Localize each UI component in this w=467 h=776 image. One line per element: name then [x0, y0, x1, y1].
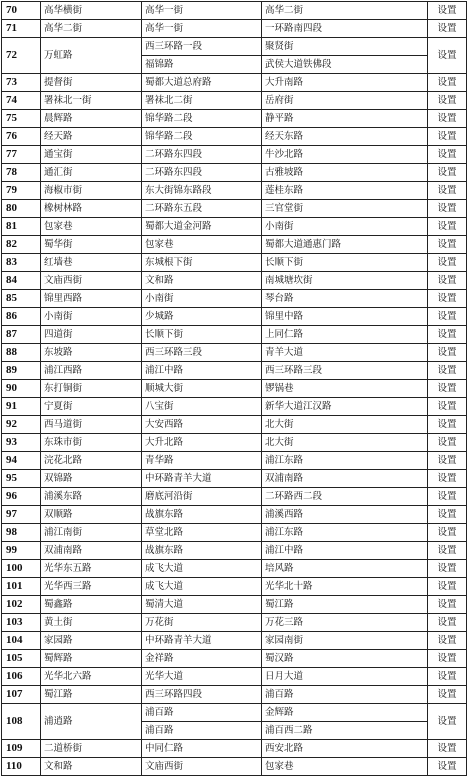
segment-end-cell: 南城塘坎街 [262, 272, 428, 290]
segment-end-cell: 聚贤街 [262, 38, 428, 56]
action-cell: 设置 [428, 344, 467, 362]
segment-start-cell: 锦华路二段 [142, 128, 262, 146]
table-row [2, 650, 467, 668]
table-row [2, 2, 467, 20]
row-number: 96 [2, 488, 41, 506]
table-row [2, 110, 467, 128]
action-cell: 设置 [428, 416, 467, 434]
row-number: 84 [2, 272, 41, 290]
table-row [2, 524, 467, 542]
street-name-cell: 橡树林路 [41, 200, 142, 218]
segment-end-cell: 岳府街 [262, 92, 428, 110]
street-name-cell: 蜀辉路 [41, 650, 142, 668]
segment-start-cell: 草堂北路 [142, 524, 262, 542]
segment-end-cell: 光华北十路 [262, 578, 428, 596]
action-cell: 设置 [428, 164, 467, 182]
action-cell: 设置 [428, 254, 467, 272]
street-name-cell: 二道桥街 [41, 740, 142, 758]
segment-end-cell: 浦江中路 [262, 542, 428, 560]
table-row [2, 740, 467, 758]
action-cell: 设置 [428, 740, 467, 758]
row-number: 91 [2, 398, 41, 416]
segment-end-cell: 北大街 [262, 434, 428, 452]
row-number: 76 [2, 128, 41, 146]
row-number: 85 [2, 290, 41, 308]
street-name-cell: 提督街 [41, 74, 142, 92]
segment-end-cell: 金辉路 [262, 704, 428, 722]
street-name-cell: 红墙巷 [41, 254, 142, 272]
segment-end-cell: 蜀汉路 [262, 650, 428, 668]
street-name-cell: 四道街 [41, 326, 142, 344]
segment-end-cell: 双浦南路 [262, 470, 428, 488]
segment-start-cell: 高华一街 [142, 2, 262, 20]
segment-start-cell: 蜀都大道金河路 [142, 218, 262, 236]
segment-start-cell: 文和路 [142, 272, 262, 290]
segment-end-cell: 浦江东路 [262, 452, 428, 470]
segment-start-cell: 大升北路 [142, 434, 262, 452]
action-cell: 设置 [428, 578, 467, 596]
street-table [1, 1, 467, 776]
action-cell: 设置 [428, 92, 467, 110]
row-number: 107 [2, 686, 41, 704]
segment-end-cell: 浦百西二路 [262, 722, 428, 740]
segment-end-cell: 琴台路 [262, 290, 428, 308]
row-number: 81 [2, 218, 41, 236]
segment-start-cell: 锦华路二段 [142, 110, 262, 128]
street-table-body [2, 2, 467, 776]
street-name-cell: 光华西三路 [41, 578, 142, 596]
row-number: 73 [2, 74, 41, 92]
street-name-cell: 锦里西路 [41, 290, 142, 308]
table-row [2, 326, 467, 344]
action-cell: 设置 [428, 380, 467, 398]
row-number: 99 [2, 542, 41, 560]
table-row [2, 254, 467, 272]
segment-end-cell: 北大街 [262, 416, 428, 434]
row-number: 88 [2, 344, 41, 362]
table-row [2, 20, 467, 38]
street-name-cell: 万虹路 [41, 38, 142, 74]
table-row [2, 128, 467, 146]
row-number: 82 [2, 236, 41, 254]
street-name-cell: 浦江西路 [41, 362, 142, 380]
action-cell: 设置 [428, 128, 467, 146]
action-cell: 设置 [428, 434, 467, 452]
row-number: 77 [2, 146, 41, 164]
street-name-cell: 光华东五路 [41, 560, 142, 578]
segment-end-cell: 蜀江路 [262, 596, 428, 614]
street-name-cell: 浦溪东路 [41, 488, 142, 506]
segment-end-cell: 万花三路 [262, 614, 428, 632]
street-name-cell: 双锦路 [41, 470, 142, 488]
table-row [2, 38, 467, 56]
table-row [2, 470, 467, 488]
segment-start-cell: 浦百路 [142, 704, 262, 722]
row-number: 110 [2, 758, 41, 776]
table-row [2, 632, 467, 650]
segment-start-cell: 光华大道 [142, 668, 262, 686]
segment-start-cell: 成飞大道 [142, 578, 262, 596]
row-number: 78 [2, 164, 41, 182]
street-name-cell: 黄土街 [41, 614, 142, 632]
street-name-cell: 西马道街 [41, 416, 142, 434]
segment-start-cell: 西三环路三段 [142, 344, 262, 362]
action-cell: 设置 [428, 272, 467, 290]
action-cell: 设置 [428, 146, 467, 164]
segment-start-cell: 包家巷 [142, 236, 262, 254]
action-cell: 设置 [428, 560, 467, 578]
table-row [2, 560, 467, 578]
row-number: 83 [2, 254, 41, 272]
row-number: 109 [2, 740, 41, 758]
segment-end-cell: 包家巷 [262, 758, 428, 776]
table-row [2, 452, 467, 470]
row-number: 100 [2, 560, 41, 578]
street-name-cell: 浦逍路 [41, 704, 142, 740]
action-cell: 设置 [428, 488, 467, 506]
row-number: 87 [2, 326, 41, 344]
row-number: 93 [2, 434, 41, 452]
segment-end-cell: 二环路西二段 [262, 488, 428, 506]
row-number: 97 [2, 506, 41, 524]
action-cell: 设置 [428, 668, 467, 686]
segment-start-cell: 东大街锦东路段 [142, 182, 262, 200]
row-number: 72 [2, 38, 41, 74]
segment-end-cell: 家园南街 [262, 632, 428, 650]
table-row [2, 488, 467, 506]
table-row [2, 614, 467, 632]
segment-end-cell: 上同仁路 [262, 326, 428, 344]
segment-start-cell: 二环路东四段 [142, 164, 262, 182]
segment-end-cell: 浦溪西路 [262, 506, 428, 524]
street-name-cell: 宁夏街 [41, 398, 142, 416]
row-number: 79 [2, 182, 41, 200]
street-name-cell: 双浦南路 [41, 542, 142, 560]
segment-end-cell: 培风路 [262, 560, 428, 578]
row-number: 89 [2, 362, 41, 380]
table-row [2, 218, 467, 236]
segment-end-cell: 高华二街 [262, 2, 428, 20]
segment-end-cell: 西安北路 [262, 740, 428, 758]
segment-start-cell: 蜀都大道总府路 [142, 74, 262, 92]
street-name-cell: 高华二街 [41, 20, 142, 38]
action-cell: 设置 [428, 650, 467, 668]
action-cell: 设置 [428, 470, 467, 488]
row-number: 106 [2, 668, 41, 686]
table-row [2, 92, 467, 110]
table-row [2, 686, 467, 704]
action-cell: 设置 [428, 200, 467, 218]
street-name-cell: 经天路 [41, 128, 142, 146]
action-cell: 设置 [428, 758, 467, 776]
segment-end-cell: 莲桂东路 [262, 182, 428, 200]
segment-start-cell: 西三环路四段 [142, 686, 262, 704]
table-row [2, 506, 467, 524]
street-name-cell: 东打铜街 [41, 380, 142, 398]
segment-start-cell: 署袜北二街 [142, 92, 262, 110]
street-name-cell: 文和路 [41, 758, 142, 776]
segment-end-cell: 青羊大道 [262, 344, 428, 362]
table-row [2, 596, 467, 614]
segment-end-cell: 古雅坡路 [262, 164, 428, 182]
street-name-cell: 双顺路 [41, 506, 142, 524]
segment-start-cell: 蜀清大道 [142, 596, 262, 614]
segment-end-cell: 日月大道 [262, 668, 428, 686]
segment-end-cell: 蜀都大道通惠门路 [262, 236, 428, 254]
street-name-cell: 通宝街 [41, 146, 142, 164]
segment-start-cell: 中环路青羊大道 [142, 470, 262, 488]
segment-end-cell: 大升南路 [262, 74, 428, 92]
segment-end-cell: 牛沙北路 [262, 146, 428, 164]
row-number: 71 [2, 20, 41, 38]
segment-start-cell: 浦百路 [142, 722, 262, 740]
street-name-cell: 浦江南街 [41, 524, 142, 542]
street-name-cell: 蜀华街 [41, 236, 142, 254]
table-row [2, 578, 467, 596]
action-cell: 设置 [428, 308, 467, 326]
street-name-cell: 蜀鑫路 [41, 596, 142, 614]
street-name-cell: 包家巷 [41, 218, 142, 236]
table-row [2, 416, 467, 434]
segment-end-cell: 静平路 [262, 110, 428, 128]
table-row [2, 308, 467, 326]
segment-end-cell: 锣锅巷 [262, 380, 428, 398]
action-cell: 设置 [428, 686, 467, 704]
street-name-cell: 蜀江路 [41, 686, 142, 704]
row-number: 74 [2, 92, 41, 110]
table-row [2, 380, 467, 398]
segment-end-cell: 锦里中路 [262, 308, 428, 326]
segment-start-cell: 大安西路 [142, 416, 262, 434]
street-name-cell: 小南街 [41, 308, 142, 326]
action-cell: 设置 [428, 236, 467, 254]
street-name-cell: 光华北六路 [41, 668, 142, 686]
segment-start-cell: 西三环路一段 [142, 38, 262, 56]
table-row [2, 758, 467, 776]
street-name-cell: 家园路 [41, 632, 142, 650]
action-cell: 设置 [428, 524, 467, 542]
segment-start-cell: 二环路东四段 [142, 146, 262, 164]
row-number: 95 [2, 470, 41, 488]
segment-end-cell: 一环路南四段 [262, 20, 428, 38]
segment-start-cell: 战旗东路 [142, 542, 262, 560]
table-row [2, 182, 467, 200]
table-row [2, 704, 467, 722]
street-name-cell: 署袜北一街 [41, 92, 142, 110]
row-number: 92 [2, 416, 41, 434]
street-name-cell: 浣花北路 [41, 452, 142, 470]
segment-start-cell: 成飞大道 [142, 560, 262, 578]
row-number: 103 [2, 614, 41, 632]
table-row [2, 434, 467, 452]
row-number: 98 [2, 524, 41, 542]
action-cell: 设置 [428, 290, 467, 308]
action-cell: 设置 [428, 182, 467, 200]
row-number: 90 [2, 380, 41, 398]
action-cell: 设置 [428, 596, 467, 614]
segment-start-cell: 青华路 [142, 452, 262, 470]
segment-start-cell: 长顺下街 [142, 326, 262, 344]
segment-start-cell: 战旗东路 [142, 506, 262, 524]
row-number: 70 [2, 2, 41, 20]
row-number: 80 [2, 200, 41, 218]
table-row [2, 200, 467, 218]
segment-end-cell: 浦江东路 [262, 524, 428, 542]
action-cell: 设置 [428, 2, 467, 20]
street-name-cell: 海椒市街 [41, 182, 142, 200]
action-cell: 设置 [428, 632, 467, 650]
row-number: 108 [2, 704, 41, 740]
street-name-cell: 通汇街 [41, 164, 142, 182]
action-cell: 设置 [428, 614, 467, 632]
row-number: 75 [2, 110, 41, 128]
segment-start-cell: 二环路东五段 [142, 200, 262, 218]
action-cell: 设置 [428, 218, 467, 236]
street-name-cell: 晨辉路 [41, 110, 142, 128]
table-row [2, 290, 467, 308]
street-name-cell: 文庙西街 [41, 272, 142, 290]
segment-start-cell: 东城根下街 [142, 254, 262, 272]
segment-end-cell: 小南街 [262, 218, 428, 236]
segment-end-cell: 长顺下街 [262, 254, 428, 272]
table-row [2, 542, 467, 560]
action-cell: 设置 [428, 452, 467, 470]
table-row [2, 236, 467, 254]
action-cell: 设置 [428, 542, 467, 560]
street-name-cell: 东坡路 [41, 344, 142, 362]
action-cell: 设置 [428, 38, 467, 74]
segment-start-cell: 文庙西街 [142, 758, 262, 776]
segment-start-cell: 小南街 [142, 290, 262, 308]
action-cell: 设置 [428, 74, 467, 92]
segment-start-cell: 顺城大街 [142, 380, 262, 398]
row-number: 105 [2, 650, 41, 668]
action-cell: 设置 [428, 110, 467, 128]
segment-start-cell: 八宝街 [142, 398, 262, 416]
action-cell: 设置 [428, 20, 467, 38]
segment-start-cell: 中同仁路 [142, 740, 262, 758]
segment-start-cell: 金祥路 [142, 650, 262, 668]
segment-end-cell: 新华大道江汉路 [262, 398, 428, 416]
segment-end-cell: 经天东路 [262, 128, 428, 146]
segment-end-cell: 武侯大道铁佛段 [262, 56, 428, 74]
segment-start-cell: 磨底河沿街 [142, 488, 262, 506]
table-row [2, 344, 467, 362]
action-cell: 设置 [428, 362, 467, 380]
action-cell: 设置 [428, 398, 467, 416]
row-number: 101 [2, 578, 41, 596]
segment-end-cell: 浦百路 [262, 686, 428, 704]
row-number: 104 [2, 632, 41, 650]
row-number: 102 [2, 596, 41, 614]
table-row [2, 272, 467, 290]
row-number: 86 [2, 308, 41, 326]
action-cell: 设置 [428, 326, 467, 344]
table-row [2, 668, 467, 686]
table-row [2, 146, 467, 164]
segment-start-cell: 中环路青羊大道 [142, 632, 262, 650]
table-row [2, 164, 467, 182]
row-number: 94 [2, 452, 41, 470]
action-cell: 设置 [428, 506, 467, 524]
action-cell: 设置 [428, 704, 467, 740]
segment-end-cell: 三官堂街 [262, 200, 428, 218]
street-name-cell: 东珠市街 [41, 434, 142, 452]
street-name-cell: 高华横街 [41, 2, 142, 20]
table-row [2, 398, 467, 416]
segment-start-cell: 福锦路 [142, 56, 262, 74]
segment-start-cell: 浦江中路 [142, 362, 262, 380]
segment-start-cell: 少城路 [142, 308, 262, 326]
table-row [2, 74, 467, 92]
segment-start-cell: 万花街 [142, 614, 262, 632]
segment-start-cell: 高华一街 [142, 20, 262, 38]
table-row [2, 362, 467, 380]
segment-end-cell: 西三环路三段 [262, 362, 428, 380]
